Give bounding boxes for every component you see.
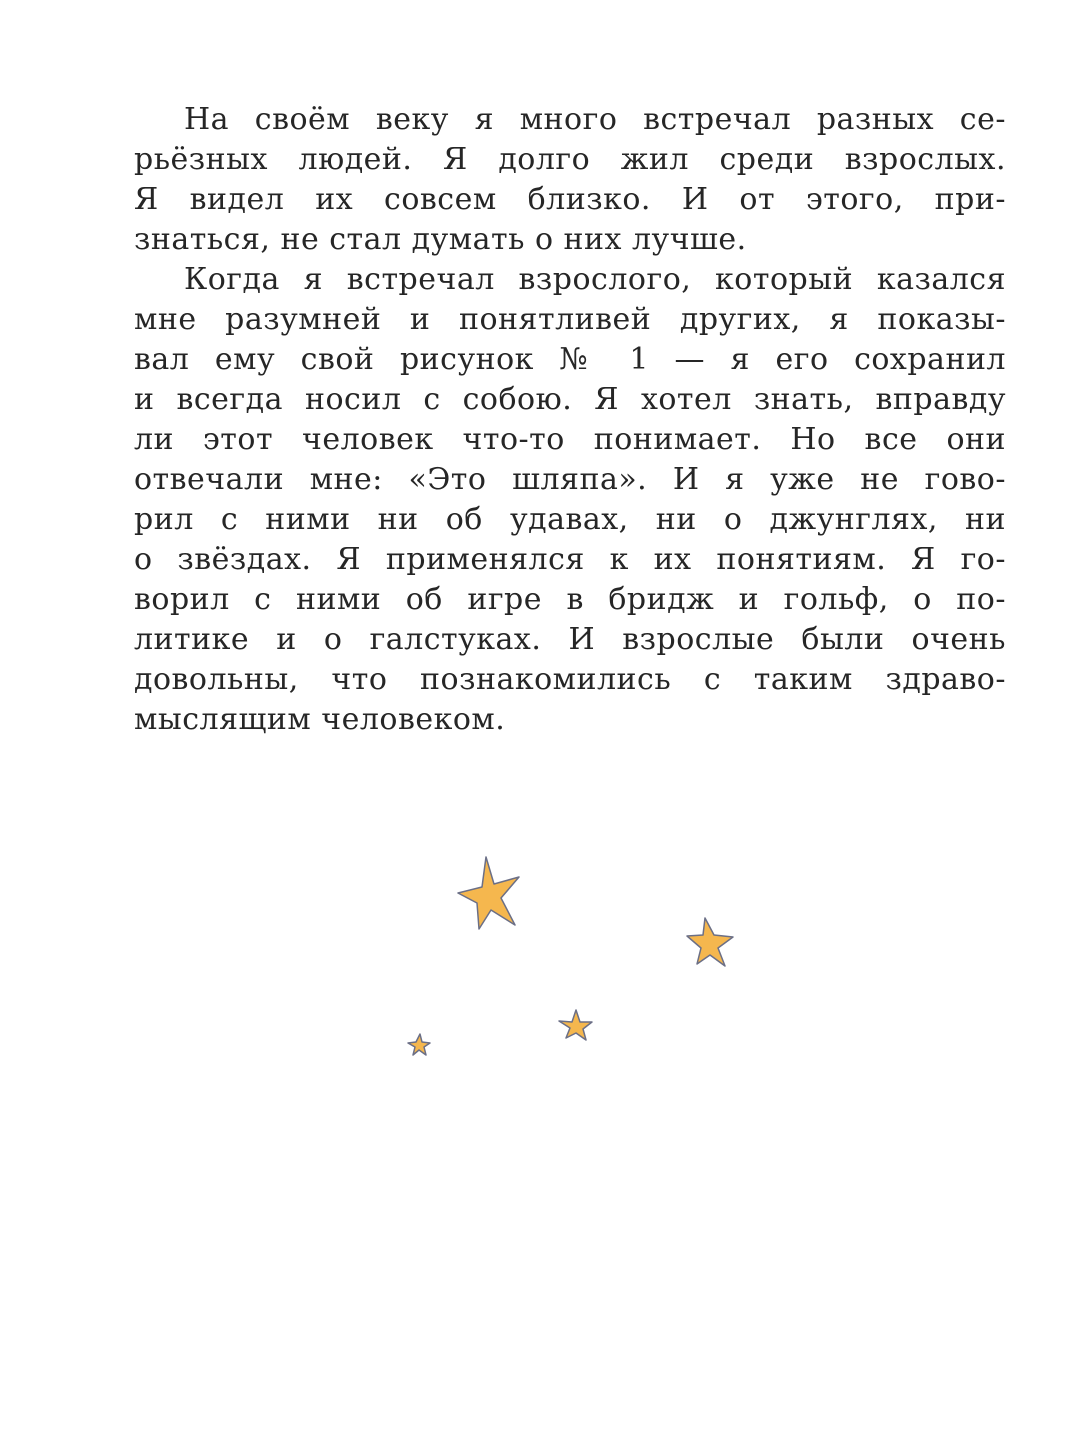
star-small-icon bbox=[559, 1010, 592, 1040]
paragraph-1 bbox=[134, 100, 1006, 260]
text-line: мне разумней и понятливей других, я показы- bbox=[134, 302, 1006, 337]
text-line: рил с ними ни об удавах, ни о джунглях, ни bbox=[134, 502, 1006, 537]
text-line: знаться, не стал думать о них лучше. bbox=[134, 222, 747, 257]
star-medium-icon bbox=[687, 918, 733, 966]
text-line: На своём веку я много встречал разных се- bbox=[184, 102, 1006, 137]
text-block bbox=[134, 100, 1006, 740]
star-large-icon bbox=[458, 857, 519, 929]
text-line: ли этот человек что-то понимает. Но все они bbox=[134, 422, 1006, 457]
text-line: довольны, что познакомились с таким здраво- bbox=[134, 662, 1006, 697]
text-line: Когда я встречал взрослого, который казался bbox=[184, 262, 1006, 297]
text-line: отвечали мне: «Это шляпа». И я уже не гово- bbox=[134, 462, 1006, 497]
text-line: ворил с ними об игре в бридж и гольф, о по- bbox=[134, 582, 1006, 617]
paragraph-2 bbox=[134, 260, 1006, 740]
text-line: вал ему свой рисунок № 1 — я его сохранил bbox=[134, 342, 1006, 377]
text-line: рьёзных людей. Я долго жил среди взрослых. bbox=[134, 142, 1006, 177]
text-line: о звёздах. Я применялся к их понятиям. Я го- bbox=[134, 542, 1006, 577]
star-tiny-icon bbox=[408, 1034, 430, 1055]
text-line: мыслящим человеком. bbox=[134, 702, 506, 737]
text-line: литике и о галстуках. И взрослые были очень bbox=[134, 622, 1006, 657]
text-line: и всегда носил с собою. Я хотел знать, вправду bbox=[134, 382, 1006, 417]
text-line: Я видел их совсем близко. И от этого, при- bbox=[134, 182, 1006, 217]
